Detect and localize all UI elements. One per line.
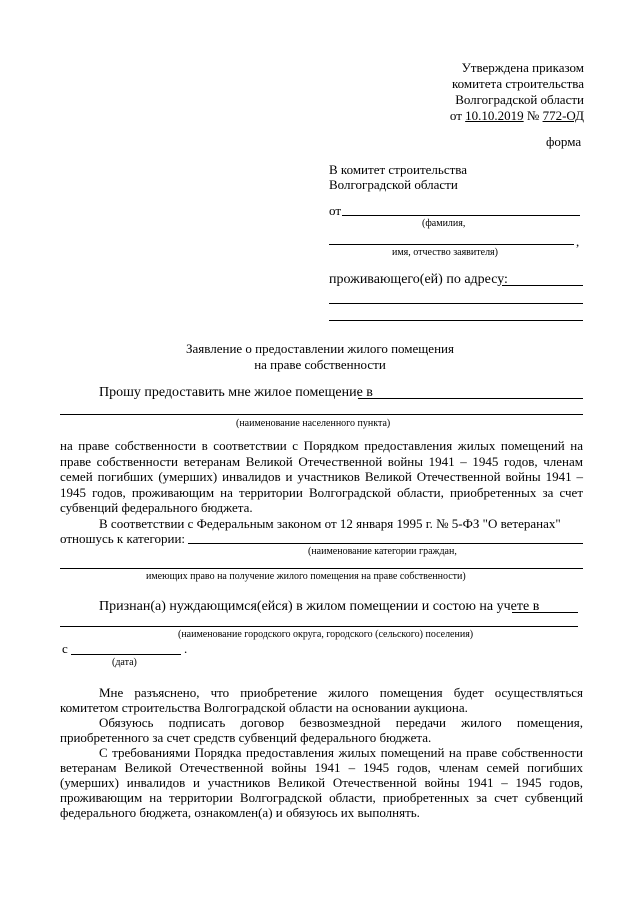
clause-explained: Мне разъяснено, что приобретение жилого помещения будет осуществляться комитетом строительства Волгоградской области на основании аукциона. — [60, 685, 583, 715]
category-field-1[interactable] — [188, 543, 583, 544]
approval-date-prefix: от — [449, 108, 466, 123]
district-field-2[interactable] — [60, 626, 578, 627]
law-line-1: В соответствии с Федеральным законом от 12 января 1995 г. № 5-ФЗ "О ветеранах" — [99, 516, 561, 531]
approval-number-sign: № — [523, 108, 543, 123]
caption-locality: (наименование населенного пункта) — [236, 418, 391, 429]
approval-line-2: комитета строительства — [451, 76, 584, 91]
title-line-2: на праве собственности — [254, 357, 386, 372]
clause-obligate: Обязуюсь подписать договор безвозмездной передачи жилого помещения, приобретенного за счет средств субвенций федерального бюджета. — [60, 715, 583, 745]
approval-date: 10.10.2019 — [465, 108, 524, 123]
document-title — [0, 341, 640, 373]
name-field[interactable] — [329, 244, 574, 245]
approval-line-1: Утверждена приказом — [461, 60, 584, 75]
approval-order-line — [450, 108, 584, 124]
name-comma: , — [576, 234, 580, 249]
recognized-text: Признан(а) нуждающимся(ейся) в жилом помещении и состою на учете в — [99, 599, 540, 614]
request-label: Прошу предоставить мне жилое помещение в — [99, 385, 373, 400]
address-field-1[interactable] — [502, 285, 583, 286]
since-label: с — [62, 641, 68, 656]
approval-block — [450, 60, 584, 124]
surname-field[interactable] — [342, 215, 580, 216]
address-field-2[interactable] — [329, 303, 583, 304]
locality-field-1[interactable] — [358, 398, 583, 399]
approval-number: 772-ОД — [542, 108, 584, 123]
locality-field-2[interactable] — [60, 414, 583, 415]
law-line-2: отношусь к категории: — [60, 531, 186, 546]
caption-surname: (фамилия, — [422, 218, 466, 229]
recipient-line-2: Волгоградской области — [329, 177, 458, 192]
category-field-2[interactable] — [60, 568, 583, 569]
request-paragraph: на праве собственности в соответствии с Порядком предоставления жилых помещений на праве собственности ветеранам Великой Отечественной войны 1941 – 1945 годов, членам семей погибших (умерших) инвалидов и участников Великой Отечественной войны 1941 – 1945 годов, проживающим на территории Волгоградской области, приобретенных за счет субвенций федерального бюджета. — [60, 438, 583, 515]
from-label: от — [329, 203, 342, 218]
approval-line-3: Волгоградской области — [455, 92, 584, 107]
clause-acknowledged: С требованиями Порядка предоставления жилых помещений на праве собственности ветеранам Великой Отечественной войны 1941 – 1945 годов, членам семей погибших (умерших) инвалидов и участников Великой Отечественной войны 1941 – 1945 годов, проживающим на территории Волгоградской области, приобретенных за счет субвенций федерального бюджета, ознакомлен(а) и обязуюсь их выполнять. — [60, 745, 583, 820]
recipient-line-1: В комитет строительства — [329, 162, 468, 177]
caption-date: (дата) — [112, 657, 137, 668]
caption-category-2: имеющих право на получение жилого помещения на праве собственности) — [146, 571, 466, 582]
since-period: . — [184, 641, 188, 656]
form-label: форма — [546, 134, 582, 149]
address-label: проживающего(ей) по адресу: — [329, 272, 508, 287]
district-field-1[interactable] — [512, 612, 578, 613]
caption-category: (наименование категории граждан, — [308, 546, 457, 557]
caption-name: имя, отчество заявителя) — [392, 247, 498, 258]
caption-district: (наименование городского округа, городского (сельского) поселения) — [178, 629, 474, 640]
date-field[interactable] — [71, 654, 181, 655]
title-line-1: Заявление о предоставлении жилого помещения — [186, 341, 454, 356]
address-field-3[interactable] — [329, 320, 583, 321]
